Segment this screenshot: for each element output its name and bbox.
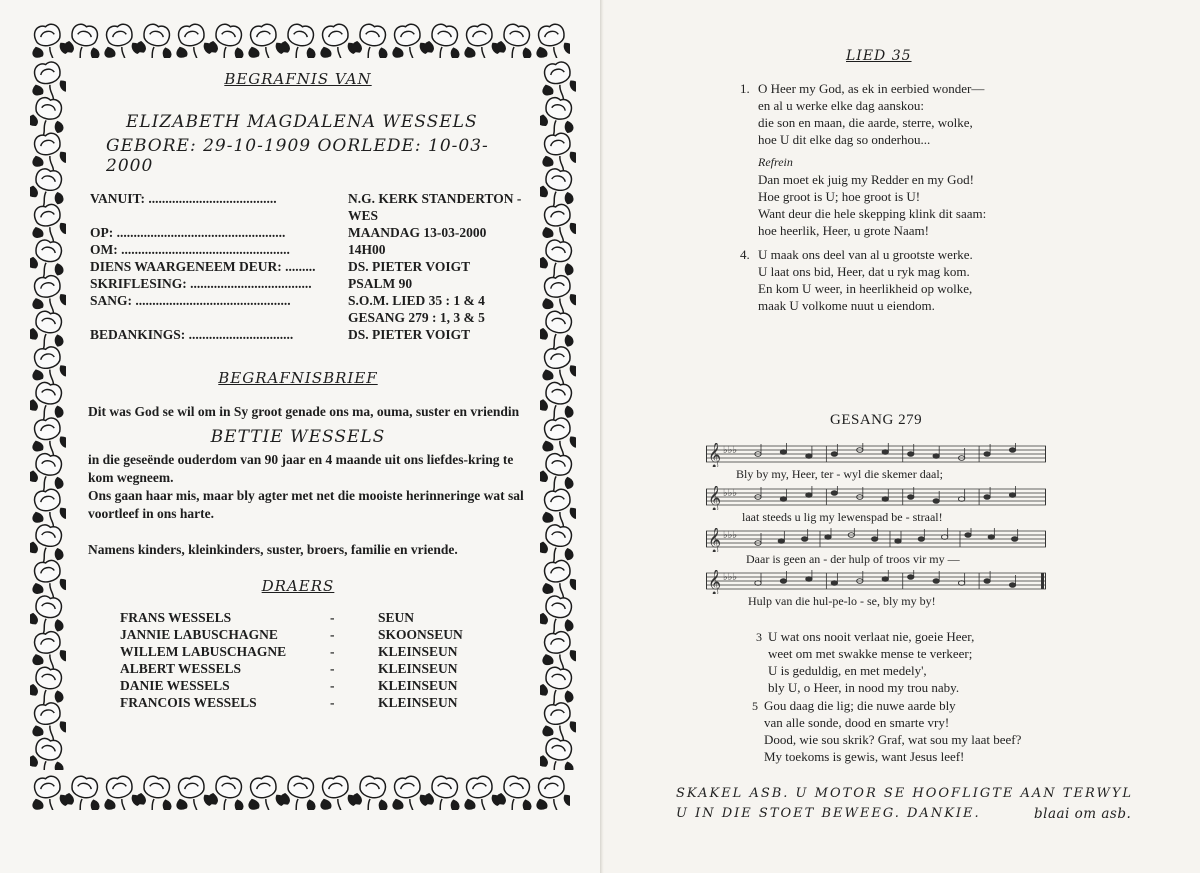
- key-signature-flats-icon: ♭♭♭: [723, 530, 738, 541]
- note-head: [1009, 448, 1015, 453]
- detail-value: N.G. KERK STANDERTON -: [348, 191, 522, 206]
- verse-line: Want deur die hele skepping klink dit saam:: [758, 206, 987, 221]
- flower-motif-icon: [133, 22, 176, 58]
- note-head: [895, 539, 901, 544]
- note-head: [933, 579, 939, 584]
- flower-motif-icon: [244, 774, 287, 810]
- flower-motif-icon: [30, 22, 71, 58]
- flower-motif-icon: [421, 22, 464, 58]
- flower-motif-icon: [388, 774, 431, 810]
- detail-row: [90, 326, 521, 343]
- detail-value: S.O.M. LIED 35 : 1 & 4: [348, 293, 485, 308]
- note-head: [831, 581, 837, 586]
- bearer-dash: -: [330, 661, 335, 676]
- note-head: [1011, 537, 1017, 542]
- flower-motif-icon: [316, 774, 359, 810]
- detail-row: [90, 190, 521, 207]
- bearer-dash: -: [330, 610, 335, 625]
- flower-motif-icon: [316, 22, 359, 58]
- flower-motif-icon: [172, 774, 215, 810]
- verse5-number: 5: [752, 699, 758, 713]
- note-head: [871, 537, 877, 542]
- note-head: [831, 452, 837, 457]
- letter-heading: BEGRAFNISBRIEF: [218, 369, 378, 387]
- verse-line: Hoe groot is U; hoe groot is U!: [758, 189, 921, 204]
- detail-label: OP: ..................................................: [90, 225, 286, 240]
- detail-value: GESANG 279 : 1, 3 & 5: [348, 310, 485, 325]
- detail-row: [90, 224, 521, 241]
- flower-motif-icon: [388, 22, 431, 58]
- music-staff: [706, 528, 1046, 566]
- bearer-name: DANIE WESSELS: [120, 678, 230, 693]
- treble-clef-icon: 𝄞: [708, 528, 722, 552]
- flower-motif-icon: [277, 774, 320, 810]
- note-head: [780, 579, 786, 584]
- note-head: [806, 493, 812, 498]
- hymn1-verse4: [740, 246, 1060, 314]
- flower-motif-icon: [205, 22, 248, 58]
- note-head: [831, 491, 837, 496]
- detail-value: WES: [348, 208, 379, 223]
- detail-row: [90, 258, 521, 275]
- bearer-name: JANNIE LABUSCHAGNE: [120, 627, 278, 642]
- note-head: [778, 539, 784, 544]
- letter-body-1: in die geseënde ouderdom van 90 jaar en 4 maande uit ons liefdes-kring te kom wegneem.: [88, 452, 514, 485]
- detail-value: MAANDAG 13-03-2000: [348, 225, 487, 240]
- verse-line: En kom U weer, in heerlikheid op wolke,: [758, 281, 973, 296]
- service-details: [90, 190, 521, 343]
- verse4-number: 4.: [740, 247, 750, 262]
- note-head: [882, 497, 888, 502]
- bearer-name: FRANS WESSELS: [120, 610, 232, 625]
- staff-lyric: laat steeds u lig my lewenspad be - straal!: [742, 510, 943, 524]
- key-signature-flats-icon: ♭♭♭: [723, 445, 738, 456]
- note-head: [780, 497, 786, 502]
- verse-line: U wat ons nooit verlaat nie, goeie Heer,: [768, 629, 975, 644]
- detail-label: SANG: ..............................................: [90, 293, 291, 308]
- letter-body-2: Ons gaan haar mis, maar bly agter met net die mooiste herinneringe wat sal voortleef in ons harte.: [88, 488, 524, 521]
- bearers-heading: DRAERS: [261, 577, 335, 595]
- note-head: [933, 499, 939, 504]
- music-staff: [706, 570, 1046, 608]
- verse-line: weet om met swakke mense te verkeer;: [768, 646, 973, 661]
- letter-intro: Dit was God se wil om in Sy groot genade ons ma, ouma, suster en vriendin: [88, 404, 520, 419]
- note-head: [806, 577, 812, 582]
- flower-motif-icon: [30, 774, 71, 810]
- detail-row: [90, 292, 521, 309]
- verse-line: van alle sonde, dood en smarte vry!: [764, 715, 950, 730]
- verse-line: Dan moet ek juig my Redder en my God!: [758, 172, 974, 187]
- verse1-number: 1.: [740, 81, 750, 96]
- bearer-relation: KLEINSEUN: [378, 695, 458, 710]
- hymn1-title: LIED 35: [846, 48, 912, 64]
- hymn1-verse1: [740, 80, 1060, 239]
- bearer-row: [120, 609, 488, 626]
- detail-row: [90, 275, 521, 292]
- verse-line: My toekoms is gewis, want Jesus leef!: [764, 749, 965, 764]
- note-head: [933, 454, 939, 459]
- flower-motif-icon: [133, 774, 176, 810]
- note-head: [908, 452, 914, 457]
- note-head: [965, 533, 971, 538]
- note-head: [882, 577, 888, 582]
- note-head: [806, 454, 812, 459]
- detail-label: BEDANKINGS: ...............................: [90, 327, 294, 342]
- hymn2-verse5: [752, 697, 1072, 765]
- bearer-dash: -: [330, 695, 335, 710]
- bearer-row: [120, 660, 488, 677]
- staff-lyric: Bly by my, Heer, ter - wyl die skemer daal;: [736, 467, 944, 481]
- treble-clef-icon: 𝄞: [708, 570, 722, 594]
- verse-line: hoe heerlik, Heer, u grote Naam!: [758, 223, 929, 238]
- key-signature-flats-icon: ♭♭♭: [723, 488, 738, 499]
- note-head: [801, 537, 807, 542]
- note-head: [984, 452, 990, 457]
- flower-motif-icon: [493, 774, 536, 810]
- flower-motif-icon: [421, 774, 464, 810]
- bearer-relation: KLEINSEUN: [378, 661, 458, 676]
- treble-clef-icon: 𝄞: [708, 443, 722, 467]
- note-head: [1009, 583, 1015, 588]
- bearer-name: ALBERT WESSELS: [120, 661, 241, 676]
- bearer-relation: SEUN: [378, 610, 415, 625]
- letter-signoff: Namens kinders, kleinkinders, suster, broers, familie en vriende.: [88, 542, 458, 557]
- flower-motif-icon: [61, 22, 104, 58]
- note-head: [882, 450, 888, 455]
- flower-motif-icon: [349, 774, 392, 810]
- verse-line: U laat ons bid, Heer, dat u ryk mag kom.: [758, 264, 970, 279]
- bearer-row: [120, 694, 488, 711]
- bearer-row: [120, 626, 488, 643]
- birth-death-dates: GEBORE: 29-10-1909 OORLEDE: 10-03-2000: [106, 136, 489, 176]
- detail-value: DS. PIETER VOIGT: [348, 259, 471, 274]
- note-head: [918, 537, 924, 542]
- flower-motif-icon: [61, 774, 104, 810]
- floral-border-right: [540, 58, 576, 770]
- hymn2-verse3: [756, 628, 1076, 696]
- headlights-notice-line1: SKAKEL ASB. U MOTOR SE HOOFLIGTE AAN TERWYL: [676, 786, 1134, 801]
- verse-line: Gou daag die lig; die nuwe aarde bly: [764, 698, 956, 713]
- verse-line: U maak ons deel van al u grootste werke.: [758, 247, 973, 262]
- verse-line: hoe U dit elke dag so onderhou...: [758, 132, 931, 147]
- detail-label: [90, 309, 348, 326]
- funeral-program-content: [88, 70, 528, 711]
- verse-line: en al u werke elke dag aanskou:: [758, 98, 925, 113]
- bearer-relation: SKOONSEUN: [378, 627, 463, 642]
- flower-motif-icon: [532, 774, 570, 810]
- floral-border-top: [30, 18, 570, 58]
- music-staff: [706, 486, 1046, 524]
- verse3-number: 3: [756, 630, 762, 644]
- funeral-heading: BEGRAFNIS VAN: [224, 70, 372, 88]
- flower-motif-icon: [540, 736, 576, 770]
- bearer-name: FRANCOIS WESSELS: [120, 695, 257, 710]
- flower-motif-icon: [100, 774, 143, 810]
- detail-value: DS. PIETER VOIGT: [348, 327, 471, 342]
- flower-motif-icon: [30, 736, 66, 770]
- bearer-relation: KLEINSEUN: [378, 644, 458, 659]
- flower-motif-icon: [172, 22, 215, 58]
- verse-line: O Heer my God, as ek in eerbied wonder—: [758, 81, 985, 96]
- flower-motif-icon: [205, 774, 248, 810]
- bearer-dash: -: [330, 627, 335, 642]
- staff-lyric: Hulp van die hul-pe-lo - se, bly my by!: [748, 594, 936, 608]
- bearer-dash: -: [330, 644, 335, 659]
- bearers-list: [120, 609, 488, 711]
- headlights-notice-line2: U IN DIE STOET BEWEEG. DANKIE.: [676, 806, 981, 821]
- verse-line: die son en maan, die aarde, sterre, wolke,: [758, 115, 973, 130]
- detail-label: OM: ..................................................: [90, 242, 290, 257]
- floral-border-bottom: [30, 770, 570, 810]
- bearer-dash: -: [330, 678, 335, 693]
- hymn2-title: GESANG 279: [830, 412, 923, 428]
- key-signature-flats-icon: ♭♭♭: [723, 572, 738, 583]
- note-head: [908, 575, 914, 580]
- music-staff: [706, 443, 1046, 481]
- note-head: [780, 450, 786, 455]
- flower-motif-icon: [460, 774, 503, 810]
- verse-line: U is geduldig, en met medely',: [768, 663, 927, 678]
- note-head: [984, 495, 990, 500]
- treble-clef-icon: 𝄞: [708, 486, 722, 510]
- detail-label: SKRIFLESING: ....................................: [90, 276, 312, 291]
- detail-row: [90, 207, 521, 224]
- detail-label: DIENS WAARGENEEM DEUR: .........: [90, 259, 316, 274]
- letter-name: BETTIE WESSELS: [210, 427, 386, 447]
- verse-line: maak U volkome nuut u eiendom.: [758, 298, 935, 313]
- verse-line: Dood, wie sou skrik? Graf, wat sou my laat beef?: [764, 732, 1022, 747]
- note-head: [908, 495, 914, 500]
- detail-row: [90, 241, 521, 258]
- flower-motif-icon: [349, 22, 392, 58]
- note-head: [825, 535, 831, 540]
- detail-label: [90, 207, 348, 224]
- staff-lyric: Daar is geen an - der hulp of troos vir my —: [746, 552, 960, 566]
- bearer-row: [120, 643, 488, 660]
- flower-motif-icon: [100, 22, 143, 58]
- detail-row: [90, 309, 521, 326]
- verse-line: bly U, o Heer, in nood my trou naby.: [768, 680, 960, 695]
- bearer-row: [120, 677, 488, 694]
- note-head: [984, 579, 990, 584]
- refrain-label: Refrein: [758, 155, 793, 169]
- bearer-name: WILLEM LABUSCHAGNE: [120, 644, 287, 659]
- flower-motif-icon: [460, 22, 503, 58]
- detail-value: 14H00: [348, 242, 386, 257]
- flower-motif-icon: [277, 22, 320, 58]
- flower-motif-icon: [244, 22, 287, 58]
- bearer-relation: KLEINSEUN: [378, 678, 458, 693]
- note-head: [1009, 493, 1015, 498]
- detail-label: VANUIT: ......................................: [90, 191, 277, 206]
- turn-page-note: blaai om asb.: [1034, 806, 1132, 822]
- floral-border-left: [30, 58, 66, 770]
- detail-value: PSALM 90: [348, 276, 413, 291]
- flower-motif-icon: [493, 22, 536, 58]
- note-head: [988, 535, 994, 540]
- flower-motif-icon: [532, 22, 570, 58]
- deceased-name: ELIZABETH MAGDALENA WESSELS: [126, 112, 478, 132]
